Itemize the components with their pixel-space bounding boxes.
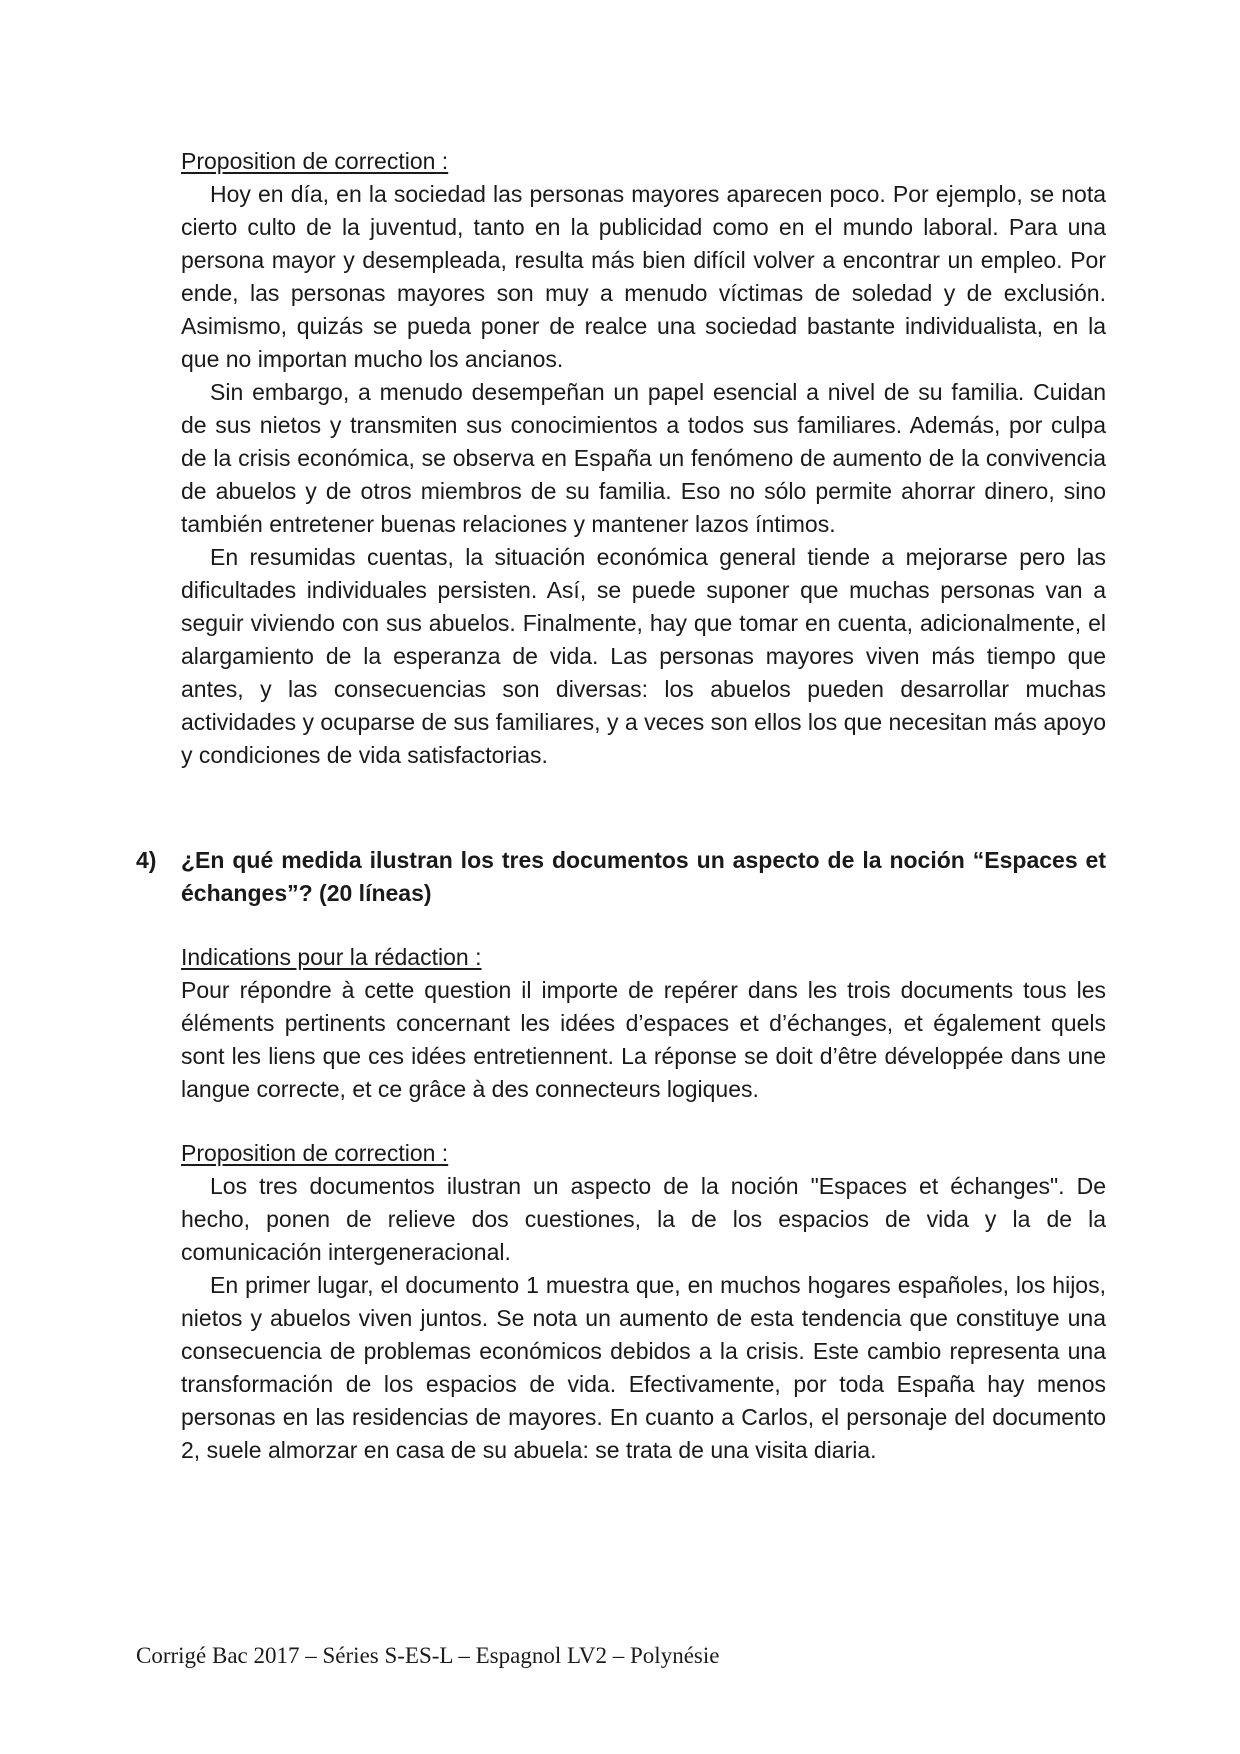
correction-paragraph-3: En resumidas cuentas, la situación económica general tiende a mejorarse pero las dificultades individuales persisten. Así, se puede suponer que muchas personas van a seguir viviendo con sus abuelos. Finalmente, hay que tomar en cuenta, adicionalmente, el alargamiento de la esperanza de vida. Las personas mayores viven más tiempo que antes, y las consecuencias son diversas: los abuelos pueden desarrollar muchas actividades y ocuparse de sus familiares, y a veces son ellos los que necesitan más apoyo y condiciones de vida satisfactorias. <box>181 544 1106 768</box>
spacer <box>181 1106 1106 1137</box>
question-number: 4) <box>136 847 157 873</box>
page-footer: Corrigé Bac 2017 – Séries S-ES-L – Espagnol LV2 – Polynésie <box>136 1643 720 1668</box>
spacer <box>181 910 1106 941</box>
question-text: ¿En qué medida ilustran los tres documentos un aspecto de la noción “Espaces et échanges”? (20 líneas) <box>181 847 1106 906</box>
correction-paragraph-2: Sin embargo, a menudo desempeñan un papel esencial a nivel de su familia. Cuidan de sus nietos y transmiten sus conocimientos a todos sus familiares. Además, por culpa de la crisis económica, se observa en España un fenómeno de aumento de la convivencia de abuelos y de otros miembros de su familia. Eso no sólo permite ahorrar dinero, sino también entretener buenas relaciones y mantener lazos íntimos. <box>181 379 1106 537</box>
correction-heading-2: Proposition de correction : <box>181 1140 449 1166</box>
correction-paragraph-4: Los tres documentos ilustran un aspecto de la noción "Espaces et échanges". De hecho, ponen de relieve dos cuestiones, la de los espacios de vida y la de la comunicación intergeneracional. <box>181 1173 1106 1265</box>
question-4 <box>136 844 1106 910</box>
correction-paragraph-1: Hoy en día, en la sociedad las personas mayores aparecen poco. Por ejemplo, se nota cierto culto de la juventud, tanto en la publicidad como en el mundo laboral. Para una persona mayor y desempleada, resulta más bien difícil volver a encontrar un empleo. Por ende, las personas mayores son muy a menudo víctimas de soledad y de exclusión. Asimismo, quizás se pueda poner de realce una sociedad bastante individualista, en la que no importan mucho los ancianos. <box>181 181 1106 372</box>
spacer <box>181 772 1106 844</box>
indications-heading: Indications pour la rédaction : <box>181 944 482 970</box>
page-content <box>136 145 1106 1467</box>
correction-heading-1: Proposition de correction : <box>181 148 449 174</box>
indications-paragraph: Pour répondre à cette question il importe de repérer dans les trois documents tous les éléments pertinents concernant les idées d’espaces et d’échanges, et également quels sont les liens que ces idées entretiennent. La réponse se doit d’être développée dans une langue correcte, et ce grâce à des connecteurs logiques. <box>181 977 1106 1102</box>
correction-paragraph-5: En primer lugar, el documento 1 muestra que, en muchos hogares españoles, los hijos, nietos y abuelos viven juntos. Se nota un aumento de esta tendencia que constituye una consecuencia de problemas económicos debidos a la crisis. Este cambio representa una transformación de los espacios de vida. Efectivamente, por toda España hay menos personas en las residencias de mayores. En cuanto a Carlos, el personaje del documento 2, suele almorzar en casa de su abuela: se trata de una visita diaria. <box>181 1272 1106 1463</box>
